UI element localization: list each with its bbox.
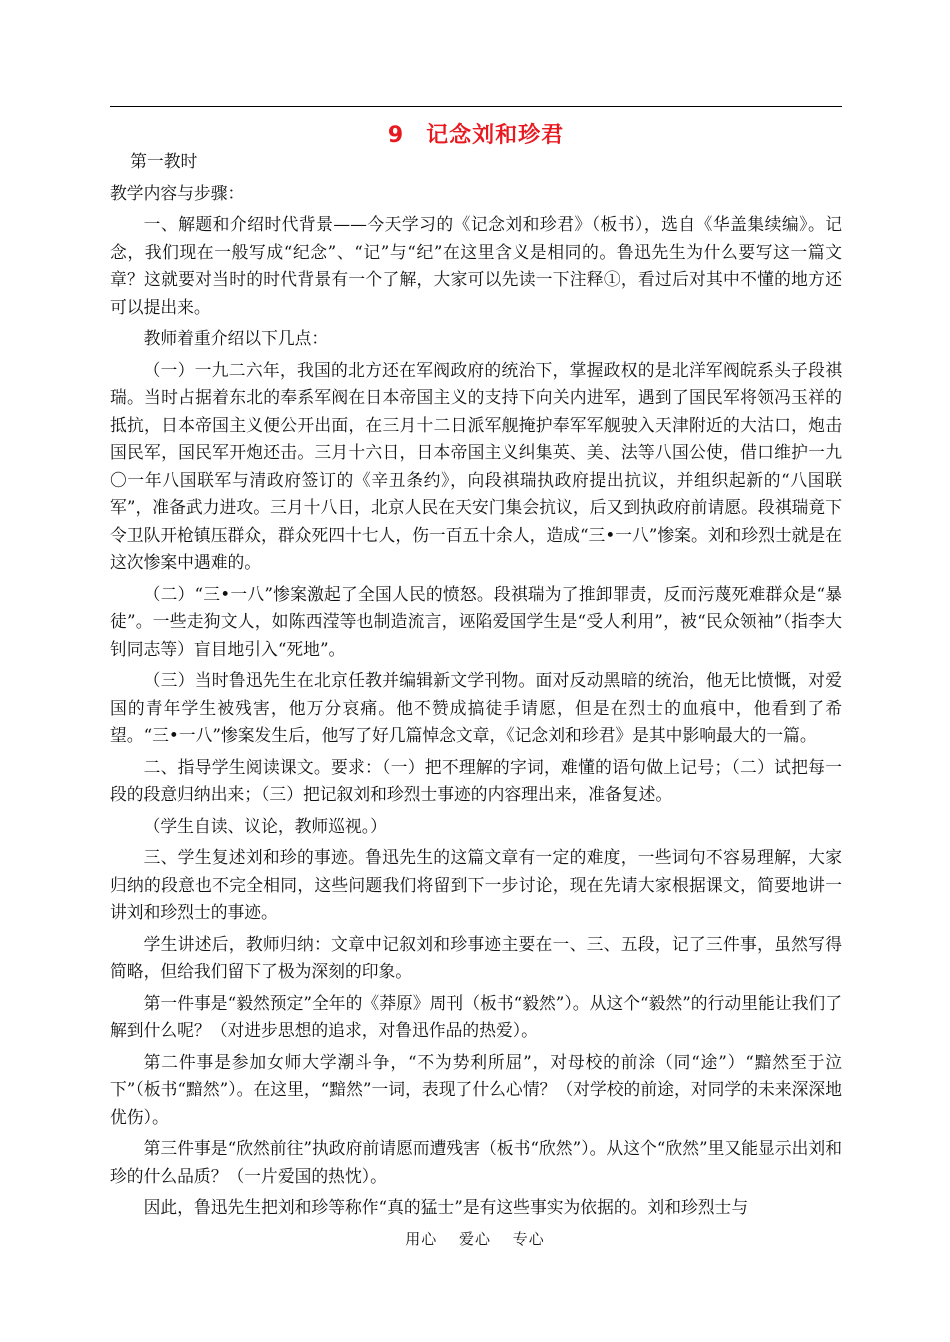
lesson-number: 9	[387, 123, 405, 148]
paragraph: （三）当时鲁迅先生在北京任教并编辑新文学刊物。面对反动黑暗的统治，他无比愤慨，对爱国的青年学生被残害，他万分哀痛。他不赞成搞徒手请愿，但是在烈士的血痕中，他看到了希望。“三•一八”惨案发生后，他写了好几篇悼念文章，《记念刘和珍君》是其中影响最大的一篇。	[110, 670, 842, 745]
paragraph: 第一件事是“毅然预定”全年的《莽原》周刊（板书“毅然”）。从这个“毅然”的行动里能让我们了解到什么呢？（对进步思想的追求，对鲁迅作品的热爱）。	[110, 992, 842, 1040]
footer-word: 爱心	[458, 1230, 491, 1248]
paragraph: 教师着重介绍以下几点：	[143, 328, 329, 348]
header-rule	[110, 106, 842, 107]
section-subheading: 教学内容与步骤：	[110, 182, 245, 203]
paragraph: （二）“三•一八”惨案激起了全国人民的愤怒。段祺瑞为了推卸罪责，反而污蔑死难群众是“暴徒”。一些走狗文人，如陈西滢等也制造流言，诬陷爱国学生是“受人利用”，被“民众领袖”（指李大钊同志等）盲目地引入“死地”。	[110, 583, 842, 659]
paragraph: 三、学生复述刘和珍的事迹。鲁迅先生的这篇文章有一定的难度，一些词句不容易理解，大家归纳的段意也不完全相同，这些问题我们将留到下一步讨论，现在先请大家根据课文，简要地讲一讲刘和珍烈士的事迹。	[110, 847, 842, 922]
paragraph: 因此，鲁迅先生把刘和珍等称作“真的猛士”是有这些事实为依据的。刘和珍烈士与	[143, 1197, 749, 1217]
lesson-body	[110, 148, 842, 1226]
paragraph: 第三件事是“欣然前往”执政府前请愿而遭残害（板书“欣然”）。从这个“欣然”里又能显示出刘和珍的什么品质？（一片爱国的热忱）。	[110, 1138, 842, 1186]
paragraph: （一）一九二六年，我国的北方还在军阀政府的统治下，掌握政权的是北洋军阀皖系头子段祺瑞。当时占据着东北的奉系军阀在日本帝国主义的支持下向关内进军，遇到了国民军将领冯玉祥的抵抗，日本帝国主义便公开出面，在三月十二日派军舰掩护奉军军舰驶入天津附近的大沽口，炮击国民军，国民军开炮还击。三月十六日，日本帝国主义纠集英、美、法等八国公使，借口维护一九〇一年八国联军与清政府签订的《辛丑条约》，向段祺瑞执政府提出抗议，并组织起新的“八国联军”，准备武力进攻。三月十八日，北京人民在天安门集会抗议，后又到执政府前请愿。段祺瑞竟下令卫队开枪镇压群众，群众死四十七人，伤一百五十余人，造成“三•一八”惨案。刘和珍烈士就是在这次惨案中遇难的。	[110, 359, 842, 572]
lesson-title	[110, 118, 842, 149]
section-heading: 第一教时	[130, 151, 198, 171]
footer-word: 专心	[512, 1230, 545, 1248]
page-footer	[0, 1228, 950, 1249]
paragraph: 一、解题和介绍时代背景——今天学习的《记念刘和珍君》（板书），选自《华盖集续编》。记念，我们现在一般写成“纪念”、“记”与“纪”在这里含义是相同的。鲁迅先生为什么要写这一篇文章？这就要对当时的时代背景有一个了解，大家可以先读一下注释①，看过后对其中不懂的地方还可以提出来。	[110, 214, 842, 317]
paragraph: 二、指导学生阅读课文。要求：（一）把不理解的字词，难懂的语句做上记号；（二）试把每一段的段意归纳出来；（三）把记叙刘和珍烈士事迹的内容理出来，准备复述。	[110, 756, 842, 804]
lesson-title-text: 记念刘和珍君	[426, 123, 565, 148]
paragraph: 学生讲述后，教师归纳：文章中记叙刘和珍事迹主要在一、三、五段，记了三件事，虽然写得简略，但给我们留下了极为深刻的印象。	[110, 933, 842, 981]
paragraph: （学生自读、议论，教师巡视。）	[143, 815, 387, 836]
footer-word: 用心	[405, 1230, 438, 1248]
paragraph: 第二件事是参加女师大学潮斗争，“不为势利所屈”，对母校的前涂（同“途”）“黯然至于泣下”（板书“黯然”）。在这里，“黯然”一词，表现了什么心情？（对学校的前途，对同学的未来深深地优伤）。	[110, 1051, 842, 1127]
